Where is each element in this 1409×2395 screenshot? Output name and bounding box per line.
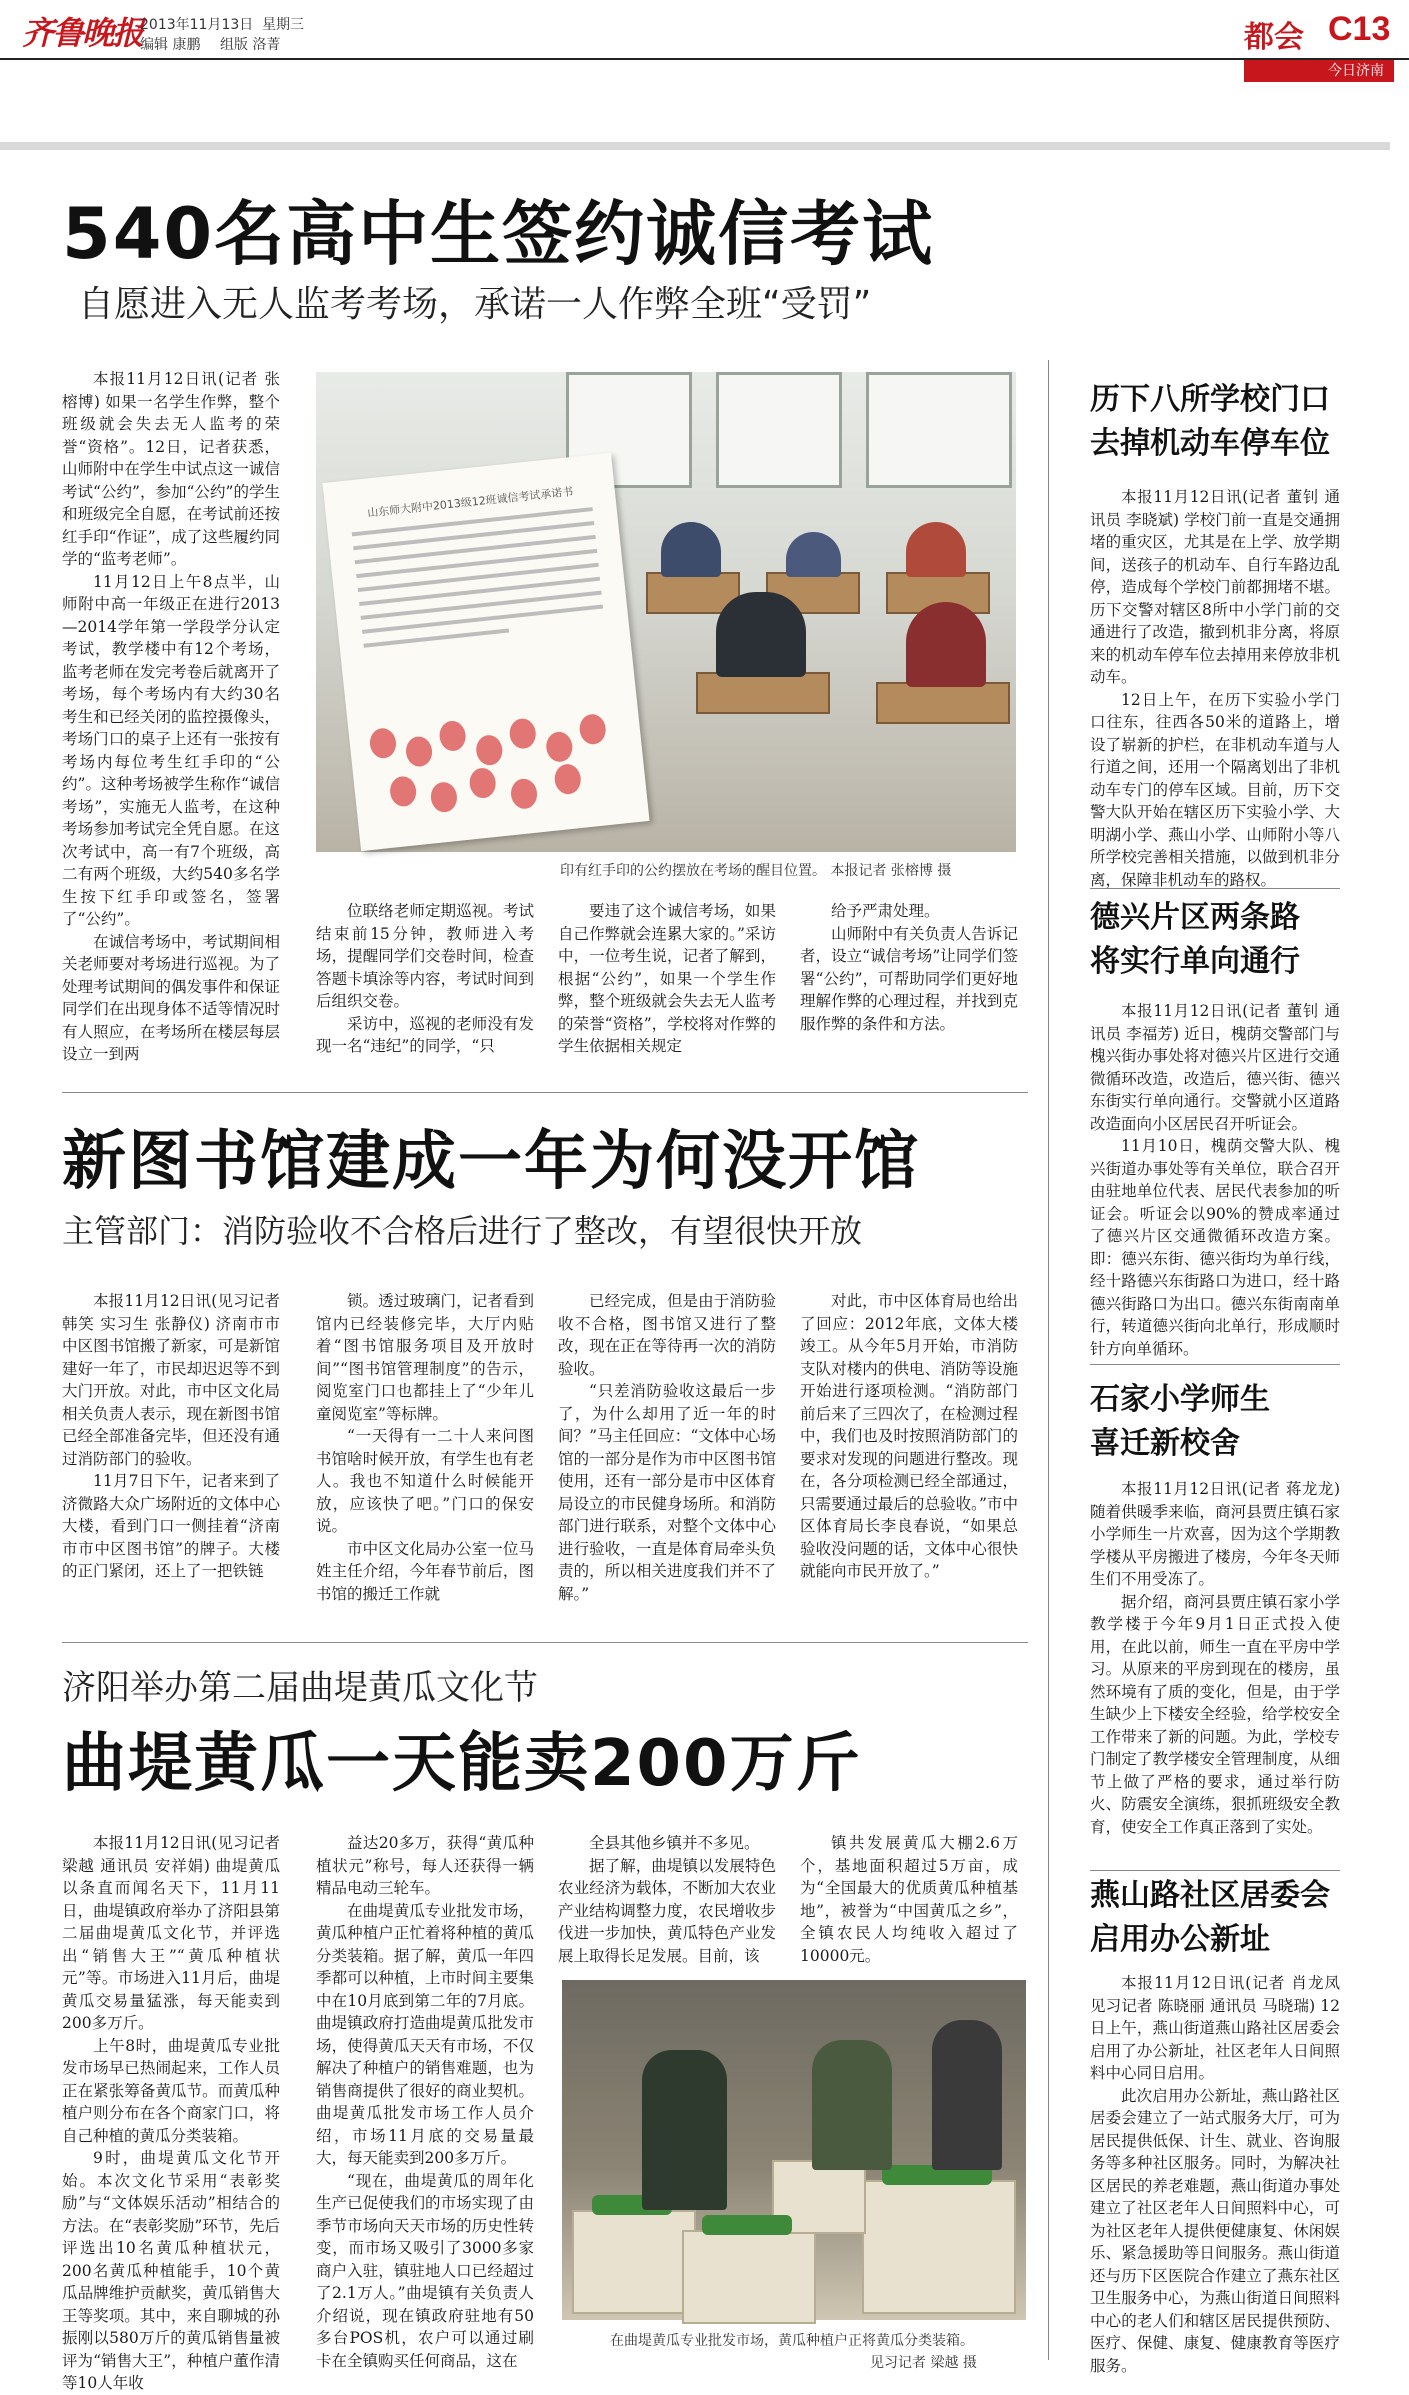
sidebar3-headline: 石家小学师生 喜迁新校舍: [1090, 1382, 1270, 1461]
article1-headline: 540名高中生签约诚信考试: [62, 193, 935, 275]
article3-col1: [62, 1832, 280, 2392]
article3-para: 在曲堤黄瓜专业批发市场，黄瓜种植户正忙着将种植的黄瓜分类装箱。据了解，黄瓜一年四季都可以种植，上市时间主要集中在10月底到第二年的7月底。曲堤镇政府打造曲堤黄瓜批发市场，使得黄瓜天天有市场，不仅解决了种植户的销售难题，也为销售商提供了很好的商业契机。曲堤黄瓜批发市场工作人员介绍，市场11月底的交易量最大，每天能卖到200多万斤。: [316, 1901, 534, 2167]
sidebar-para: 此次启用办公新址，燕山路社区居委会建立了一站式服务大厅，可为居民提供低保、计生、就业、咨询服务等多种社区服务。同时，为解决社区居民的养老难题，燕山街道办事处建立了社区老年人日间照料中心，可为社区老年人提供便健康复、休闲娱乐、紧急援助等日间服务。燕山街道还与历下区医院合作建立了燕东社区卫生服务中心，为燕山街道日间照料中心的老人们和辖区居民提供预防、医疗、保健、康复、健康教育等医疗服务。: [1090, 2086, 1340, 2375]
article3-headline: 曲堤黄瓜一天能卖200万斤: [62, 1727, 862, 1801]
honesty-pledge-document: [322, 453, 649, 851]
section-divider: [62, 1092, 1028, 1093]
sidebar4-body: [1090, 1972, 1340, 2375]
article3-para: 镇共发展黄瓜大棚2.6万个，基地面积超过5万亩，成为“全国最大的优质黄瓜种植基地”，被誉为“中国黄瓜之乡”，全镇农民人均纯收入超过了10000元。: [800, 1834, 1018, 1965]
article3-para: “现在，曲堤黄瓜的周年化生产已促使我们的市场实现了由季节市场向天天市场的历史性转变，而市场又吸引了3000多家商户入驻，镇驻地人口已经超过了2.1万人。”曲堤镇有关负责人介绍说，现在镇政府驻地有50多台POS机，农户可以通过刷卡在全镇购买任何商品，这在: [316, 2171, 534, 2370]
article1-col1: [62, 368, 280, 1068]
article3-para: 益达20多万，获得“黄瓜种植状元”称号，每人还获得一辆精品电动三轮车。: [316, 1834, 534, 1897]
article3-para: 据了解，曲堤镇以发展特色农业经济为载体，不断加大农业产业结构调整力度，农民增收步伐进一步加快，黄瓜特色产业发展上取得长足发展。目前，该: [558, 1856, 776, 1965]
sidebar-para: 本报11月12日讯(记者 蒋龙龙) 随着供暖季来临，商河县贾庄镇石家小学师生一片欢喜，因为这个学期教学楼从平房搬进了楼房，今年冬天师生们不用受冻了。: [1090, 1480, 1340, 1588]
article3-photo-credit: 见习记者 梁越 摄: [870, 2355, 977, 2371]
issue-weekday: 星期三: [262, 17, 304, 33]
article1-col3: [558, 900, 776, 1070]
sidebar1-headline: 历下八所学校门口 去掉机动车停车位: [1090, 382, 1330, 461]
sidebar2-headline: 德兴片区两条路 将实行单向通行: [1090, 900, 1300, 979]
article1-para: 位联络老师定期巡视。考试结束前15分钟，教师进入考场，提醒同学们交卷时间，检查答题卡填涂等内容，考试时间到后组织交卷。: [316, 902, 534, 1010]
header-band: [0, 142, 1390, 150]
article3-para: 全县其他乡镇并不多见。: [589, 1834, 760, 1852]
sidebar-para: 12日上午，在历下实验小学门口往东，往西各50米的道路上，增设了崭新的护栏，在非机动车道与人行道之间，还用一个隔离划出了非机动车专门的停车区域。目前，历下交警大队开始在辖区历下实验小学、大明湖小学、燕山小学、山师附小等八所学校完善相关措施，以做到机非分离，保障非机动车的路权。: [1090, 690, 1340, 889]
section-name: 都会: [1244, 20, 1304, 55]
article1-para: 采访中，巡视的老师没有发现一名“违纪”的同学，“只: [316, 1014, 534, 1055]
article2-headline: 新图书馆建成一年为何没开馆: [62, 1125, 920, 1199]
article2-col4: [800, 1290, 1018, 1620]
article2-para: 市中区文化局办公室一位马姓主任介绍，今年春节前后，图书馆的搬迁工作就: [316, 1539, 534, 1603]
article3-col3: [558, 1832, 776, 1967]
sidebar-divider: [1090, 888, 1340, 889]
article1-photo-caption: 印有红手印的公约摆放在考场的醒目位置。 本报记者 张榕博 摄: [560, 863, 952, 879]
article1-para: 要违了这个诚信考场，如果自己作弊就会连累大家的。”采访中，一位考生说，记者了解到，根据“公约”，如果一个学生作弊，整个班级就会失去无人监考的荣誉“资格”，学校将对作弊的学生依据相关规定: [558, 902, 776, 1055]
sidebar-para: 据介绍，商河县贾庄镇石家小学教学楼于今年9月1日正式投入使用，在此以前，师生一直在平房中学习。从原来的平房到现在的楼房，虽然环境有了质的变化，但是，由于学生缺少上下楼安全经验，给学校安全工作带来了新的问题。为此，学校专门制定了教学楼安全管理制度，从细节上做了严格的要求，通过举行防火、防震安全演练，狠抓班级安全教育，使安全工作真正落到了实处。: [1090, 1592, 1340, 1836]
sidebar-para: 11月10日，槐荫交警大队、槐兴街道办事处等有关单位，联合召开由驻地单位代表、居民代表参加的听证会。听证会以90%的赞成率通过了德兴片区交通微循环改造方案。即：德兴东街、德兴街均为单行线，经十路德兴东街路口为进口，经十路德兴街路口为出口。德兴东街南南单行，转道德兴街向北单行，形成顺时针方向单循环。: [1090, 1137, 1340, 1358]
editor-credit: 编辑 康鹏: [140, 37, 201, 53]
pledge-document-title: 山东师大附中2013级12班诚信考试承诺书: [366, 485, 574, 520]
page-number: C13: [1328, 10, 1391, 48]
sidebar4-headline: 燕山路社区居委会 启用办公新址: [1090, 1878, 1330, 1957]
issue-date: 2013年11月13日: [140, 17, 254, 33]
sidebar1-body: [1090, 486, 1340, 889]
article1-para: 山师附中有关负责人告诉记者，设立“诚信考场”让同学们签署“公约”，可帮助同学们更好地理解作弊的心理过程，并找到克服作弊的条件和方法。: [800, 924, 1018, 1033]
article3-para: 上午8时，曲堤黄瓜专业批发市场早已热闹起来，工作人员正在紧张筹备黄瓜节。而黄瓜种植户则分布在各个商家门口，将自己种植的黄瓜分类装箱。: [62, 2036, 280, 2145]
article1-col2: [316, 900, 534, 1070]
article2-para: 对此，市中区体育局也给出了回应：2012年底，文体大楼竣工。从今年5月开始，市消防支队对楼内的供电、消防等设施开始进行逐项检测。“消防部门前后来了三四次了，在检测过程中，我们也及时按照消防部门的要求对发现的问题进行整改。现在，各分项检测已经全部通过，只需要通过最后的总验收。”市中区体育局长李良春说，“如果总验收没问题的话，文体中心很快就能向市民开放了。”: [800, 1292, 1018, 1580]
article1-col4: [800, 900, 1018, 1070]
sidebar-separator: [1048, 360, 1049, 2360]
newspaper-logo: 齐鲁晚报: [22, 14, 143, 52]
sidebar-para: 本报11月12日讯(记者 董钊 通讯员 李福芳) 近日，槐荫交警部门与槐兴街办事处将对德兴片区进行交通微循环改造，改造后，德兴街、德兴东街实行单向通行。交警就小区道路改造面向小区居民召开听证会。: [1090, 1002, 1340, 1133]
exam-room-photo: [316, 372, 1016, 852]
article2-para: 锁。透过玻璃门，记者看到馆内已经装修完毕，大厅内贴着“图书馆服务项目及开放时间”“图书馆管理制度”的告示，阅览室门口也都挂上了“少年儿童阅览室”等标牌。: [316, 1292, 534, 1423]
article3-col2: [316, 1832, 534, 2370]
sidebar-divider: [1090, 1870, 1340, 1871]
sidebar-para: 本报11月12日讯(记者 肖龙凤 见习记者 陈晓丽 通讯员 马晓瑞) 12日上午，燕山街道燕山路社区居委会启用了办公新址，社区老年人日间照料中心同日启用。: [1090, 1974, 1340, 2082]
section-divider: [62, 1642, 1028, 1643]
sidebar-para: 本报11月12日讯(记者 董钊 通讯员 李晓斌) 学校门前一直是交通拥堵的重灾区，尤其是在上学、放学期间，送孩子的机动车、自行车路边乱停，造成每个学校门前都拥堵不堪。历下交警对辖区8所中小学门前的交通进行了改造，撤到机非分离，将原来的机动车停车位去掉用来停放非机动车。: [1090, 488, 1340, 686]
article3-para: 本报11月12日讯(见习记者 梁越 通讯员 安祥娟) 曲堤黄瓜以条直而闻名天下，11月11日，曲堤镇政府举办了济阳县第二届曲堤黄瓜文化节，并评选出“销售大王”“黄瓜种植状元”等。市场进入11月后，曲堤黄瓜交易量猛涨，每天能卖到200多万斤。: [62, 1834, 280, 2032]
article3-col4: [800, 1832, 1018, 1967]
sidebar3-body: [1090, 1478, 1340, 1876]
article2-para: “只差消防验收这最后一步了，为什么却用了近一年的时间？”马主任回应：“文体中心场馆的一部分是作为市中区图书馆使用，还有一部分是市中区体育局设立的市民健身场所。和消防部门进行联系，对整个文体中心进行验收，一直是体育局牵头负责的，所以相关进度我们并不了解。”: [558, 1382, 776, 1603]
cucumber-market-photo: [562, 1980, 1026, 2320]
article3-kicker: 济阳举办第二届曲堤黄瓜文化节: [62, 1668, 538, 1708]
sub-section-label: 今日济南: [1244, 60, 1394, 82]
article1-para: 给予严肃处理。: [831, 902, 940, 920]
sidebar-divider: [1090, 1364, 1340, 1365]
article3-para: 9时，曲堤黄瓜文化节开始。本次文化节采用“表彰奖励”与“文体娱乐活动”相结合的方法。在“表彰奖励”环节，先后评选出10名黄瓜种植状元，200名黄瓜种植能手，10个黄瓜品牌维护贡献奖，黄瓜销售大王等奖项。其中，来自聊城的孙振刚以580万斤的黄瓜销售量被评为“销售大王”，种植户董作清等10人年收: [62, 2149, 280, 2392]
layout-credit: 组版 洛菁: [220, 37, 281, 53]
article1-para: 11月12日上午8点半，山师附中高一年级正在进行2013—2014学年第一学段学分认定考试，教学楼中有12个考场，监考老师在发完考卷后就离开了考场，每个考场内有大约30名考生和已经关闭的监控摄像头，考场门口的桌子上还有一张按有考场内每位考生红手印的“公约”。这种考场被学生称作“诚信考场”，实施无人监考，在这种考场参加考试完全凭自愿。在这次考试中，高一有7个班级，高二有两个班级，大约540多名学生按下红手印或签名，签署了“公约”。: [62, 572, 280, 928]
article2-para: 本报11月12日讯(见习记者 韩笑 实习生 张静仪) 济南市市中区图书馆搬了新家，可是新馆建好一年了，市民却迟迟等不到大门开放。对此，市中区文化局相关负责人表示，现在新图书馆已经全部准备完毕，但还没有通过消防部门的验收。: [62, 1292, 280, 1468]
article2-para: “一天得有一二十人来问图书馆啥时候开放，有学生也有老人。我也不知道什么时候能开放，应该快了吧。”门口的保安说。: [316, 1427, 534, 1535]
article1-subheadline: 自愿进入无人监考考场，承诺一人作弊全班“受罚”: [78, 284, 872, 325]
article2-para: 已经完成，但是由于消防验收不合格，图书馆又进行了整改，现在正在等待再一次的消防验收。: [558, 1292, 776, 1378]
article2-col1: [62, 1290, 280, 1620]
article2-para: 11月7日下午，记者来到了济微路大众广场附近的文体中心大楼，看到门口一侧挂着“济南市市中区图书馆”的牌子。大楼的正门紧闭，还上了一把铁链: [62, 1472, 280, 1580]
sidebar2-body: [1090, 1000, 1340, 1360]
article3-photo-caption: 在曲堤黄瓜专业批发市场，黄瓜种植户正将黄瓜分类装箱。: [610, 2333, 974, 2349]
article2-col2: [316, 1290, 534, 1620]
article2-col3: [558, 1290, 776, 1620]
article1-para: 在诚信考场中，考试期间相关老师要对考场进行巡视。为了处理考试期间的偶发事件和保证同学们在出现身体不适等情况时有人照应，在考场所在楼层每层设立一到两: [62, 932, 280, 1063]
article2-subheadline: 主管部门：消防验收不合格后进行了整改，有望很快开放: [62, 1212, 863, 1250]
masthead-rule: [0, 58, 1409, 60]
article1-para: 本报11月12日讯(记者 张榕博) 如果一名学生作弊，整个班级就会失去无人监考的荣誉“资格”。12日，记者获悉，山师附中在学生中试点这一诚信考试“公约”，参加“公约”的学生和班级完全自愿，在考试前还按红手印“作证”，成了这些履约同学的“监考老师”。: [62, 370, 280, 568]
